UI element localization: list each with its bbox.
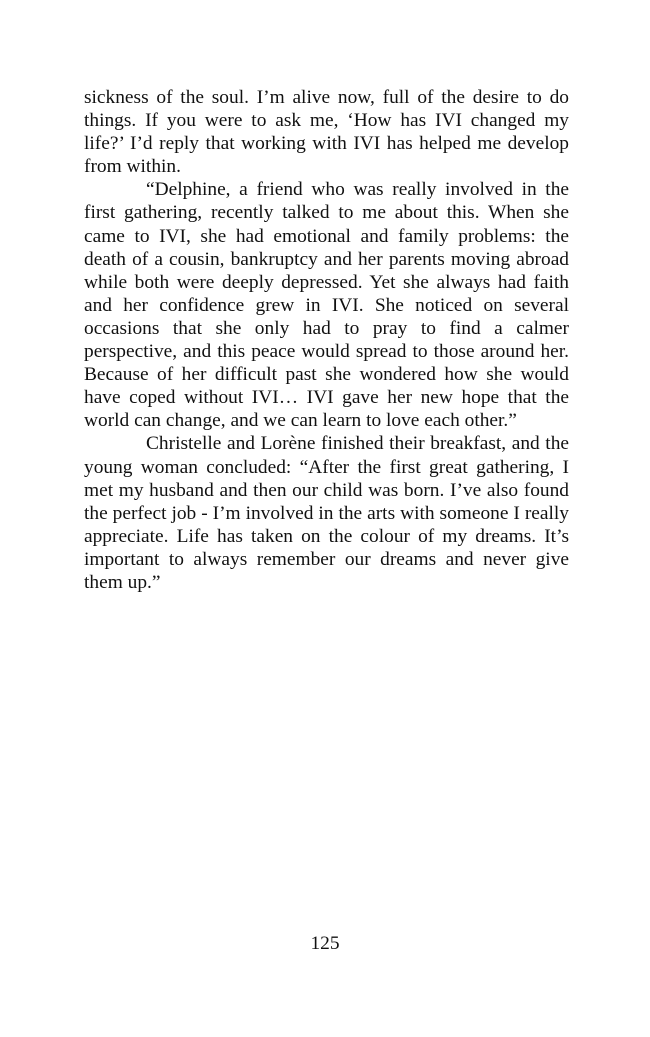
- paragraph-continued: sickness of the soul. I’m alive now, full of the desire to do things. If you were to ask me, ‘How has IVI changed my life?’ I’d reply that working with IVI has helped me develop from within.: [84, 87, 569, 178]
- paragraph-christelle: Christelle and Lorène finished their breakfast, and the young woman concluded: “After the first great gathering, I met my husband and then our child was born. I’ve also found the perfect job - I’m involved in the arts with someone I really appreciate. Life has taken on the colour of my dreams. It’s important to always remember our dreams and never give them up.”: [84, 433, 569, 593]
- paragraph-delphine: “Delphine, a friend who was really involved in the first gathering, recently talked to me about this. When she came to IVI, she had emotional and family problems: the death of a cousin, bankruptcy and her parents moving abroad while both were deeply depressed. Yet she always had faith and her confidence grew in IVI. She noticed on several occasions that she only had to pray to find a calmer perspective, and this peace would spread to those around her. Because of her difficult past she wondered how she would have coped without IVI… IVI gave her new hope that the world can change, and we can learn to love each other.”: [84, 179, 569, 432]
- body-text: [84, 86, 569, 594]
- page-number: 125: [310, 933, 340, 954]
